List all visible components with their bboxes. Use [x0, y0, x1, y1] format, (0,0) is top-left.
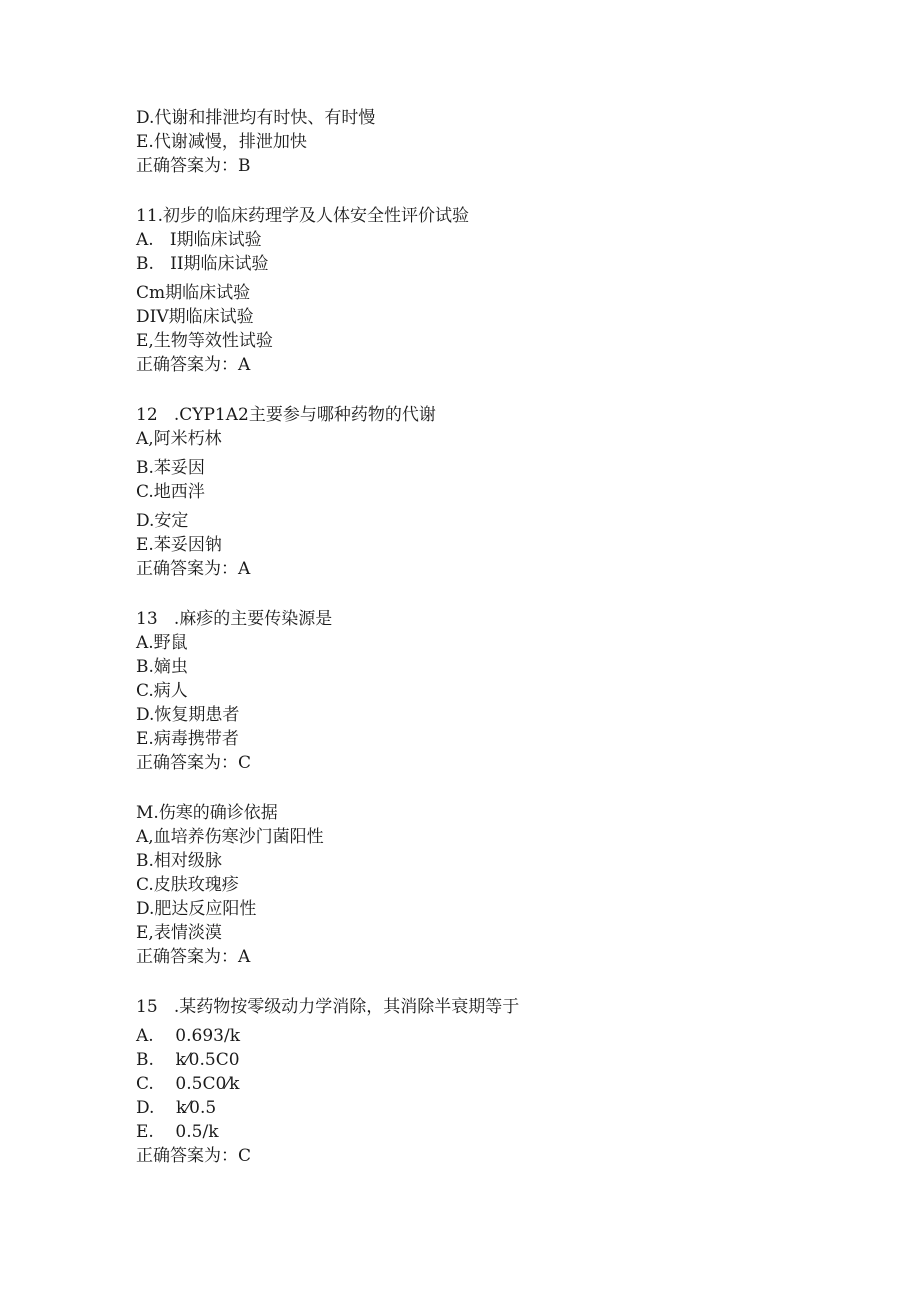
option-e: E.病毒携带者: [136, 729, 239, 749]
option-e: E. 0.5/k: [136, 1122, 219, 1142]
option-b: B.苯妥因: [136, 458, 205, 478]
option-b: B. II期临床试验: [136, 254, 269, 274]
question-stem: 13 .麻疹的主要传染源是: [136, 609, 333, 629]
question-stem: 15 .某药物按零级动力学消除，其消除半衰期等于: [136, 997, 520, 1017]
answer-line: 正确答案为：B: [136, 156, 251, 176]
option-a: A,血培养伤寒沙门菌阳性: [136, 827, 324, 847]
option-d: DIV期临床试验: [136, 307, 254, 327]
answer-line: 正确答案为：C: [136, 753, 252, 773]
option-b: B.相对级脉: [136, 851, 222, 871]
option-c: C.病人: [136, 681, 188, 701]
question-13: [136, 607, 876, 775]
option-d: D. k⁄0.5: [136, 1098, 217, 1118]
option-b: B.嫡虫: [136, 657, 188, 677]
option-e: E.苯妥因钠: [136, 535, 222, 555]
question-15: [136, 995, 876, 1168]
option-c: C.地西泮: [136, 482, 205, 502]
option-c: C.皮肤玫瑰疹: [136, 875, 239, 895]
option-d: D.恢复期患者: [136, 705, 240, 725]
question-stem: 12 .CYP1A2主要参与哪种药物的代谢: [136, 405, 436, 425]
answer-line: 正确答案为：C: [136, 1146, 252, 1166]
question-stem: 11.初步的临床药理学及人体安全性评价试验: [136, 206, 470, 226]
option-a: A.野鼠: [136, 633, 188, 653]
option-e: E.代谢减慢，排泄加快: [136, 132, 307, 152]
answer-line: 正确答案为：A: [136, 355, 251, 375]
option-d: D.安定: [136, 511, 189, 531]
option-e: E,表情淡漠: [136, 923, 222, 943]
question-stem: M.伤寒的确诊依据: [136, 803, 278, 823]
option-c: Cm期临床试验: [136, 283, 251, 303]
option-a: A,阿米朽林: [136, 429, 222, 449]
option-a: A. 0.693/k: [136, 1026, 240, 1046]
option-a: A. I期临床试验: [136, 230, 262, 250]
option-d: D.肥达反应阳性: [136, 899, 257, 919]
question-11: [136, 204, 876, 377]
option-c: C. 0.5C0⁄k: [136, 1074, 240, 1094]
question-14: [136, 801, 876, 969]
option-b: B. k⁄0.5C0: [136, 1050, 240, 1070]
document-page: [136, 106, 876, 1194]
option-d: D.代谢和排泄均有时快、有时慢: [136, 108, 376, 128]
answer-line: 正确答案为：A: [136, 559, 251, 579]
question-10-fragment: [136, 106, 876, 178]
option-e: E,生物等效性试验: [136, 331, 273, 351]
question-12: [136, 403, 876, 581]
answer-line: 正确答案为：A: [136, 947, 251, 967]
